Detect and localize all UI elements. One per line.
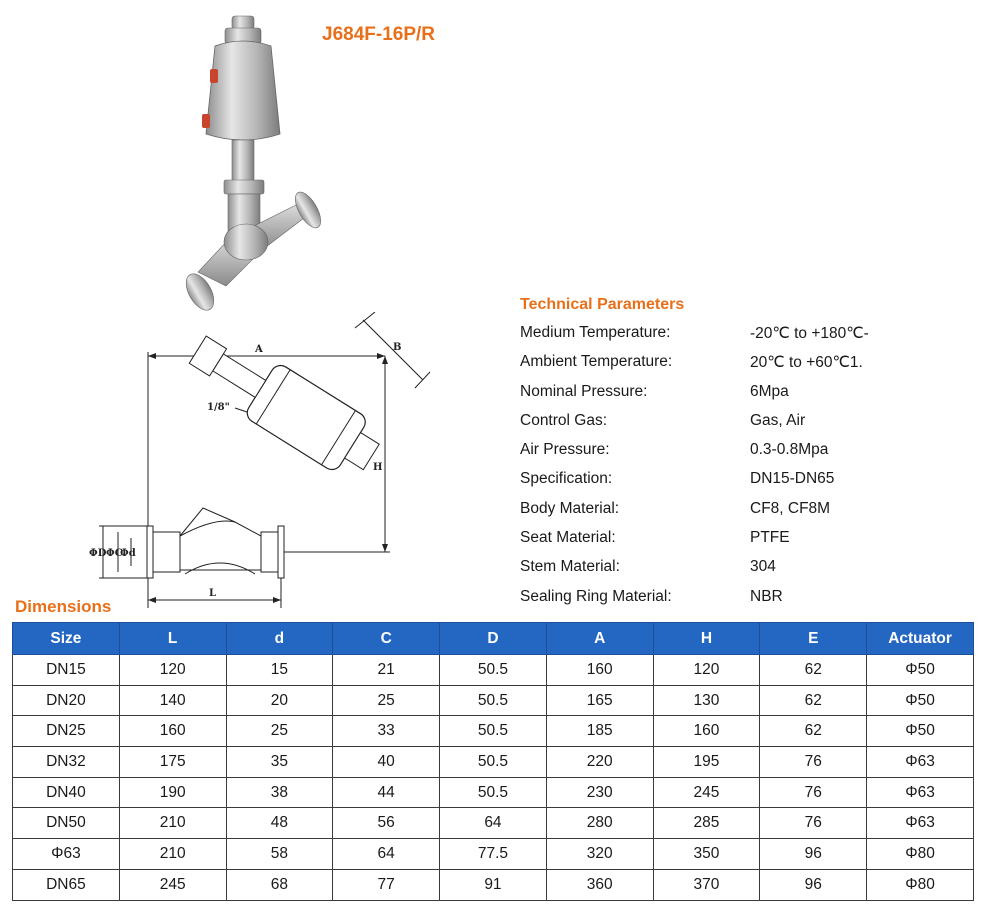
- column-header: d: [226, 623, 333, 655]
- table-cell: 25: [333, 685, 440, 716]
- table-cell: 285: [653, 808, 760, 839]
- table-cell: 48: [226, 808, 333, 839]
- table-cell: 120: [653, 655, 760, 686]
- table-cell: 50.5: [440, 685, 547, 716]
- label-port: 1/8": [207, 402, 230, 413]
- table-cell: DN25: [13, 716, 120, 747]
- table-cell: 76: [760, 777, 867, 808]
- column-header: E: [760, 623, 867, 655]
- table-cell: Φ63: [13, 839, 120, 870]
- valve-product-photo: [170, 14, 330, 316]
- param-label: Body Material:: [520, 499, 620, 517]
- param-value: -20℃ to +180℃-: [750, 325, 869, 342]
- param-label: Specification:: [520, 470, 613, 488]
- table-cell: 165: [546, 685, 653, 716]
- table-cell: 245: [653, 777, 760, 808]
- table-header-row: [13, 623, 974, 655]
- table-cell: DN40: [13, 777, 120, 808]
- table-row: [13, 747, 974, 778]
- table-cell: 220: [546, 747, 653, 778]
- table-cell: Φ63: [867, 777, 974, 808]
- table-cell: 25: [226, 716, 333, 747]
- table-cell: Φ63: [867, 808, 974, 839]
- param-value: CF8, CF8M: [750, 499, 831, 517]
- table-cell: Φ80: [867, 839, 974, 870]
- table-cell: 38: [226, 777, 333, 808]
- table-cell: 360: [546, 869, 653, 900]
- table-cell: 62: [760, 655, 867, 686]
- table-cell: 195: [653, 747, 760, 778]
- table-cell: Φ50: [867, 685, 974, 716]
- table-cell: 190: [119, 777, 226, 808]
- param-value: DN15-DN65: [750, 470, 835, 488]
- technical-parameters-heading: Technical Parameters: [520, 296, 685, 313]
- table-row: [13, 808, 974, 839]
- column-header: Size: [13, 623, 120, 655]
- dimensions-table: [12, 622, 974, 901]
- table-cell: 77.5: [440, 839, 547, 870]
- table-cell: 62: [760, 685, 867, 716]
- table-cell: 175: [119, 747, 226, 778]
- table-cell: 15: [226, 655, 333, 686]
- table-cell: 20: [226, 685, 333, 716]
- table-cell: 44: [333, 777, 440, 808]
- dimension-drawing: [85, 312, 430, 610]
- column-header: C: [333, 623, 440, 655]
- param-value: PTFE: [750, 529, 790, 547]
- table-cell: 68: [226, 869, 333, 900]
- dimensions-heading: Dimensions: [15, 597, 112, 616]
- param-label: Sealing Ring Material:: [520, 587, 672, 605]
- model-title: J684F-16P/R: [322, 24, 436, 45]
- table-cell: 320: [546, 839, 653, 870]
- table-cell: Φ50: [867, 716, 974, 747]
- table-cell: 77: [333, 869, 440, 900]
- table-cell: 280: [546, 808, 653, 839]
- param-value: NBR: [750, 587, 783, 605]
- column-header: A: [546, 623, 653, 655]
- table-row: [13, 839, 974, 870]
- table-cell: DN32: [13, 747, 120, 778]
- table-cell: 35: [226, 747, 333, 778]
- param-label: Air Pressure:: [520, 441, 610, 459]
- param-value: 304: [750, 558, 776, 576]
- column-header: L: [119, 623, 226, 655]
- table-cell: 210: [119, 839, 226, 870]
- table-cell: 96: [760, 839, 867, 870]
- column-header: Actuator: [867, 623, 974, 655]
- table-cell: 160: [653, 716, 760, 747]
- label-phi-c: ΦC: [106, 548, 123, 559]
- table-cell: 140: [119, 685, 226, 716]
- column-header: H: [653, 623, 760, 655]
- param-label: Stem Material:: [520, 558, 620, 576]
- param-value: 6Mpa: [750, 382, 789, 400]
- column-header: D: [440, 623, 547, 655]
- table-row: [13, 655, 974, 686]
- table-row: [13, 685, 974, 716]
- table-cell: 96: [760, 869, 867, 900]
- label-l: L: [209, 588, 217, 599]
- param-label: Ambient Temperature:: [520, 353, 673, 371]
- table-cell: 230: [546, 777, 653, 808]
- table-cell: DN15: [13, 655, 120, 686]
- table-cell: Φ80: [867, 869, 974, 900]
- table-cell: 33: [333, 716, 440, 747]
- table-cell: DN65: [13, 869, 120, 900]
- table-cell: 21: [333, 655, 440, 686]
- table-cell: 62: [760, 716, 867, 747]
- table-row: [13, 777, 974, 808]
- table-cell: 76: [760, 808, 867, 839]
- table-cell: 58: [226, 839, 333, 870]
- table-cell: 185: [546, 716, 653, 747]
- param-label: Seat Material:: [520, 529, 616, 547]
- label-phi-d-outer: ΦD: [89, 548, 107, 559]
- table-cell: 130: [653, 685, 760, 716]
- table-cell: 64: [333, 839, 440, 870]
- table-cell: DN20: [13, 685, 120, 716]
- label-a: A: [255, 344, 263, 355]
- param-value: 0.3-0.8Mpa: [750, 441, 829, 459]
- table-row: [13, 869, 974, 900]
- table-cell: 50.5: [440, 777, 547, 808]
- table-cell: 50.5: [440, 747, 547, 778]
- param-label: Medium Temperature:: [520, 324, 671, 341]
- table-cell: DN50: [13, 808, 120, 839]
- table-cell: 120: [119, 655, 226, 686]
- table-cell: Φ63: [867, 747, 974, 778]
- table-cell: 370: [653, 869, 760, 900]
- table-cell: 76: [760, 747, 867, 778]
- table-cell: 64: [440, 808, 547, 839]
- table-cell: 160: [119, 716, 226, 747]
- table-cell: 40: [333, 747, 440, 778]
- table-cell: 160: [546, 655, 653, 686]
- table-cell: 50.5: [440, 716, 547, 747]
- label-h: H: [373, 462, 383, 473]
- table-row: [13, 716, 974, 747]
- table-cell: 210: [119, 808, 226, 839]
- table-cell: 91: [440, 869, 547, 900]
- label-phi-d-inner: Φd: [120, 548, 136, 559]
- table-cell: 56: [333, 808, 440, 839]
- param-label: Nominal Pressure:: [520, 382, 648, 400]
- table-cell: 50.5: [440, 655, 547, 686]
- table-cell: 245: [119, 869, 226, 900]
- param-value: 20℃ to +60℃1.: [750, 354, 863, 372]
- table-cell: Φ50: [867, 655, 974, 686]
- param-value: Gas, Air: [750, 411, 806, 429]
- table-cell: 350: [653, 839, 760, 870]
- param-label: Control Gas:: [520, 411, 608, 429]
- table-body: [13, 655, 974, 901]
- label-b: B: [393, 342, 402, 353]
